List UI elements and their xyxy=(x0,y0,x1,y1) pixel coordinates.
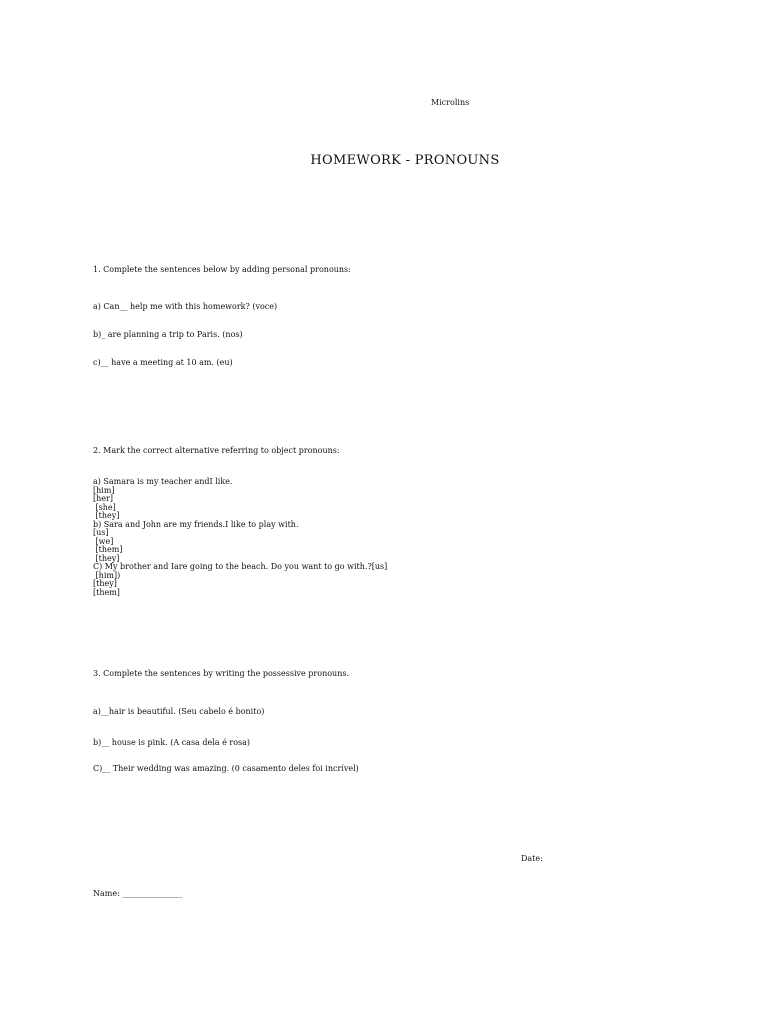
section2-question-b: b) Sara and John are my friends.I like to play with. xyxy=(93,519,299,529)
section1-item-b: b)_ are planning a trip to Paris. (nos) xyxy=(93,330,243,339)
option-them: [them] xyxy=(93,545,123,554)
option-him: [him]) xyxy=(93,570,121,580)
section1-instruction: 1. Complete the sentences below by adding personal pronouns: xyxy=(93,265,351,274)
option-they: [they] xyxy=(93,579,117,588)
name-field-label: Name: _______________ xyxy=(93,889,183,898)
section2-question-a: a) Samara is my teacher andI like. xyxy=(93,477,233,486)
section3-item-c: C)__ Their wedding was amazing. (0 casamento deles foi incrível) xyxy=(93,764,359,773)
option-she: [she] xyxy=(93,502,116,512)
option-her: [her] xyxy=(93,494,113,503)
section1-item-a: a) Can__ help me with this homework? (voce) xyxy=(93,302,278,311)
section3-item-b: b)__ house is pink. (A casa dela é rosa) xyxy=(93,738,251,747)
document-title: HOMEWORK - PRONOUNS xyxy=(310,153,500,168)
section3-instruction: 3. Complete the sentences by writing the possessive pronouns. xyxy=(93,669,349,678)
date-label: Date: xyxy=(521,854,543,863)
section2-instruction: 2. Mark the correct alternative referring to object pronouns: xyxy=(93,446,340,455)
option-they: [they] xyxy=(93,511,120,520)
section3-item-a: a)__hair is beautiful. (Seu cabelo é bonito) xyxy=(93,707,265,716)
section2-question-list xyxy=(93,478,387,597)
option-we: [we] xyxy=(93,536,114,546)
section2-question-c: C) My brother and Iare going to the beach. Do you want to go with.?[us] xyxy=(93,562,388,571)
option-they: [they] xyxy=(93,553,120,563)
section1-item-c: c)__ have a meeting at 10 am. (eu) xyxy=(93,358,233,367)
organization-name: Microlins xyxy=(431,98,470,107)
option-us: [us] xyxy=(93,528,109,537)
option-him: [him] xyxy=(93,485,115,495)
option-them: [them] xyxy=(93,587,120,597)
